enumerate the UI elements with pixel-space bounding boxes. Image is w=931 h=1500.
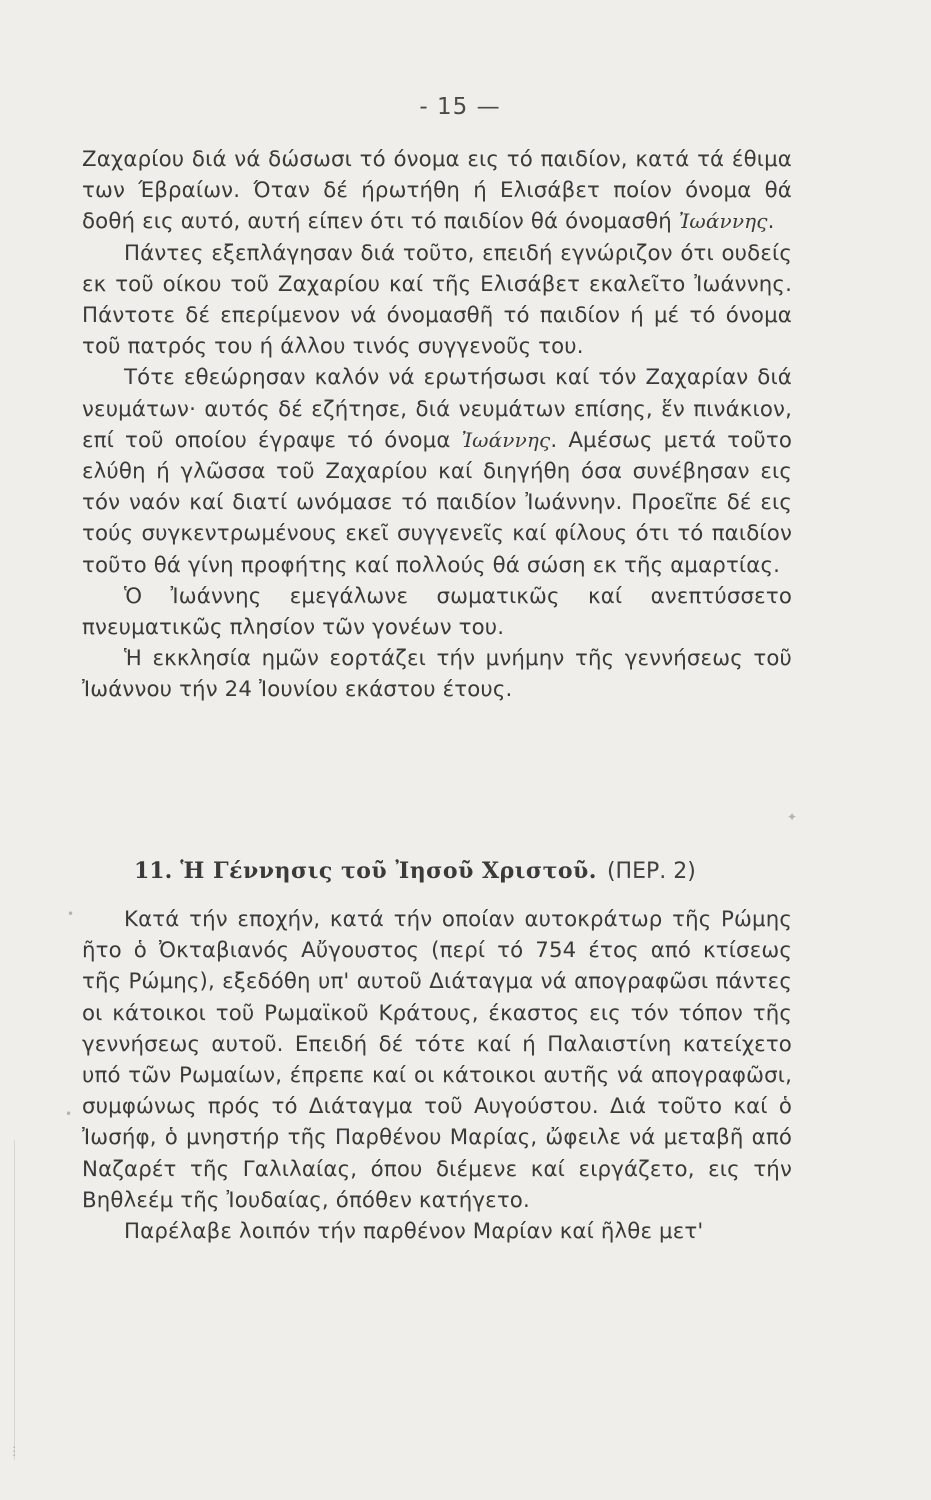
ink-spot: ⋮ bbox=[8, 1444, 20, 1458]
paragraph-john-grows: Ὁ Ἰωάννης εμεγάλωνε σωματικῶς καί ανεπτύσσετο πνευματικῶς πλησίον τῶν γονέων του. bbox=[82, 583, 792, 641]
section-title: Ἡ Γέννησις τοῦ Ἰησοῦ Χριστοῦ. bbox=[180, 858, 597, 884]
paragraph-feast-day: Ἡ εκκλησία ημῶν εορτάζει τήν μνήμην τῆς γεννήσεως τοῦ Ἰωάννου τήν 24 Ἰουνίου εκάστου έτους. bbox=[82, 646, 792, 703]
section-number: 11. bbox=[134, 858, 173, 884]
section-heading bbox=[134, 854, 784, 889]
paragraph-astonishment: Πάντες εξεπλάγησαν διά τοῦτο, επειδή εγνώριζον ότι ουδείς εκ τοῦ οίκου τοῦ Ζαχαρίου καί τῆς Ελισάβετ εκαλεῖτο Ἰωάννης. Πάντοτε δέ επερίμενον νά όνομασθῆ τό παιδίον ή μέ τό όνομα τοῦ πατρός του ή άλλου τινός συγγενοῦς του. bbox=[82, 240, 792, 360]
paragraph-name-of-john bbox=[82, 144, 792, 238]
chapter-text bbox=[82, 144, 792, 706]
ink-spot: ✦ bbox=[787, 810, 798, 824]
paragraph-mary-journey: Παρέλαβε λοιπόν τήν παρθένον Μαρίαν καί ῆλθε μετ' bbox=[124, 1219, 704, 1245]
emphasized-name: Ἰωάννης bbox=[678, 209, 768, 234]
section-reference: (ΠΕΡ. 2) bbox=[606, 859, 696, 884]
paragraph-text-end: . bbox=[767, 209, 775, 235]
paragraph-text: Ζαχαρίου διά νά δώσωσι τό όνομα εις τό παιδίον, κατά τά έθιμα των Έβραίων. Όταν δέ ήρωτήθη ή Ελισάβετ ποίον όνομα θά δοθή εις αυτό, αυτή είπεν ότι τό παιδίον θά όνομασθή bbox=[82, 147, 792, 235]
paragraph-census: Κατά τήν εποχήν, κατά τήν οποίαν αυτοκράτωρ τῆς Ρώμης ῆτο ὁ Ὀκταβιανός Αὔγουστος (περί τό 754 έτος από κτίσεως τῆς Ρώμης), εξεδόθη υπ' αυτοῦ Διάταγμα νά απογραφῶσι πάντες οι κάτοικοι τοῦ Ρωμαϊκοῦ Κράτους, έκαστος εις τόν τόπον τῆς γεννήσεως αυτοῦ. Επειδή δέ τότε καί ή Παλαιστίνη κατείχετο υπό τῶν Ρωμαίων, έπρεπε καί οι κάτοικοι αυτῆς νά απογραφῶσι, συμφώνως πρός τό Διάταγμα τοῦ Αυγούστου. Διά τοῦτο καί ὁ Ἰωσήφ, ὁ μνηστήρ τῆς Παρθένου Μαρίας, ὤφειλε νά μεταβῆ από Ναζαρέτ τῆς Γαλιλαίας, όπου διέμενε καί ειργάζετο, εις τήν Βηθλεέμ τῆς Ἰουδαίας, όπόθεν κατήγετο. bbox=[82, 907, 792, 1213]
ink-spot: • bbox=[65, 1107, 73, 1121]
ink-spot: • bbox=[67, 907, 75, 921]
paragraph-text: Τότε εθεώρησαν καλόν νά ερωτήσωσι καί τόν Ζαχαρίαν διά νευμάτων· αυτός δέ εζήτησε, διά νευμάτων επίσης, ἕν πινάκιον, επί τοῦ οποίου έγραψε τό όνομα bbox=[82, 365, 792, 453]
paragraph-text-end: . Αμέσως μετά τοῦτο ελύθη ή γλῶσσα τοῦ Ζαχαρίου καί διηγήθη όσα συνέβησαν εις τόν ναόν καί διατί ωνόμασε τό παιδίον Ἰωάννην. Προεῖπε δέ εις τούς συγκεντρωμένους εκεῖ συγγενεῖς καί φίλους ότι τό παιδίον τοῦτο θά γίνη προφήτης καί πολλούς θά σώση εκ τῆς αμαρτίας. bbox=[82, 427, 792, 578]
section-text bbox=[82, 904, 792, 1247]
paragraph-zacharias-writes bbox=[82, 362, 792, 580]
emphasized-name: Ἰωάννης bbox=[461, 427, 551, 452]
page-number: - 15 — bbox=[419, 94, 501, 120]
page-edge-line bbox=[14, 1140, 15, 1460]
